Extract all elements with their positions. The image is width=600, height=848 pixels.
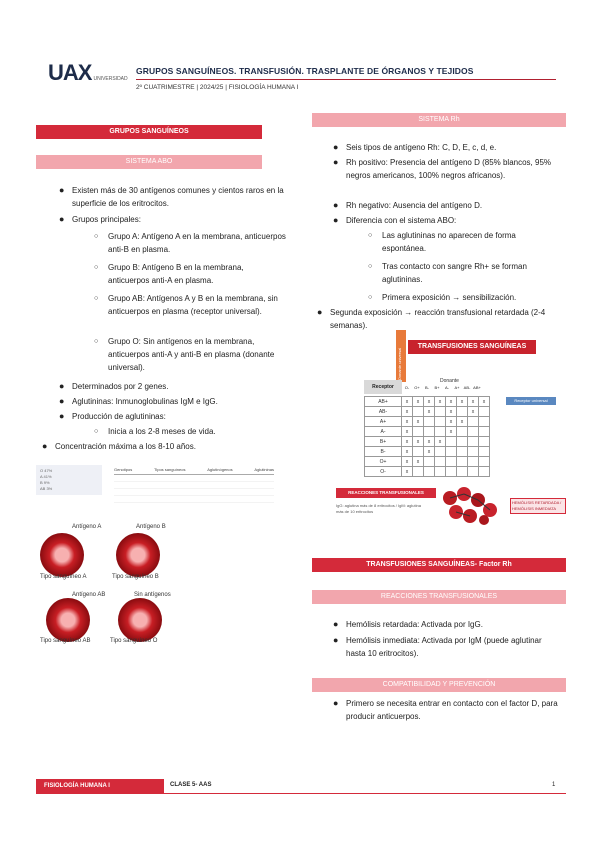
label-type-o: Tipo sanguíneo O <box>110 638 158 644</box>
label-antigen-a: Antígeno A <box>72 524 102 530</box>
hemolysis-tag: HEMÓLISIS RETARDADA / HEMÓLISIS INMEDIATA <box>510 498 566 514</box>
list-item: ● Segunda exposición → reacción transfusional retardada (2-4 semanas). <box>317 307 546 330</box>
list-item: ● Rh negativo: Ausencia del antígeno D. <box>333 200 483 210</box>
list-item: ● Diferencia con el sistema ABO: <box>333 215 457 225</box>
list-item: ● Primero se necesita entrar en contacto con el factor D, para producir anticuerpos. <box>333 698 558 721</box>
subsection-sistema-abo: SISTEMA ABO <box>36 155 262 169</box>
footer-class: CLASE 5- AAS <box>170 782 212 788</box>
label-type-a: Tipo sanguíneo A <box>40 574 87 580</box>
document-subtitle: 2º CUATRIMESTRE | 2024/25 | FISIOLOGÍA HUMANA I <box>136 84 299 91</box>
footer-divider <box>36 793 566 794</box>
red-cell-b <box>116 533 160 577</box>
list-item: ○ Grupo O: Sin antígenos en la membrana, anticuerpos anti-A y anti-B en plasma (donante universal). <box>94 337 275 372</box>
reactions-caption: IgG: aglutina más de 8 eritrocitos / IgM: aglutina más de 10 eritrocitos <box>336 503 421 514</box>
label-antigen-b: Antígeno B <box>136 524 166 530</box>
list-item: ○ Las aglutininas no aparecen de forma espontánea. <box>368 231 516 253</box>
red-cell-a <box>40 533 84 577</box>
page-number: 1 <box>552 782 556 788</box>
document-title: GRUPOS SANGUÍNEOS. TRANSFUSIÓN. TRASPLANTE DE ÓRGANOS Y TEJIDOS <box>136 66 474 76</box>
donor-label: Donante <box>440 378 459 384</box>
list-item: ● Hemólisis inmediata: Activada por IgM (puede aglutinar hasta 10 eritrocitos). <box>333 635 542 658</box>
red-cell-o <box>118 598 162 642</box>
agglutination-illustration <box>440 486 500 526</box>
reactions-tag: REACCIONES TRANSFUSIONALES <box>336 488 436 498</box>
list-item: ● Aglutininas: Inmunoglobulinas IgM e IgG. <box>59 396 218 406</box>
list-item: ● Grupos principales: <box>59 214 141 224</box>
list-item: ○ Grupo B: Antígeno B en la membrana, anticuerpos anti-A en plasma. <box>94 263 244 285</box>
list-item: ● Determinados por 2 genes. <box>59 381 169 391</box>
list-item: ● Existen más de 30 antígenos comunes y cientos raros en la superficie de los eritrocitos. <box>59 185 284 208</box>
abo-genotype-table: Genotipos Tipos sanguíneos Aglutinógenos Aglutininas <box>114 467 274 503</box>
label-no-antigen: Sin antígenos <box>134 592 171 598</box>
list-item: ○ Tras contacto con sangre Rh+ se forman aglutininas. <box>368 262 527 284</box>
list-item: ● Concentración máxima a los 8-10 años. <box>42 441 196 451</box>
list-item: ○ Primera exposición → sensibilización. <box>368 293 517 302</box>
universal-donor-tag: Donante universal <box>396 330 406 382</box>
list-item: ● Producción de aglutininas: <box>59 411 166 421</box>
label-type-b: Tipo sanguíneo B <box>112 574 159 580</box>
universal-receptor-tag: Receptor universal <box>506 397 556 405</box>
red-cell-ab <box>46 598 90 642</box>
compat-col-headers: O- O+ B- B+ A- A+ AB- AB+ <box>404 385 481 390</box>
list-item: ● Seis tipos de antígeno Rh: C, D, E, c, d, e. <box>333 142 497 152</box>
compat-table: AB+ x x x x x x x x AB- x x x x A+ x x x x A- x x B+ x x x x B- x x O+ x x O- x <box>364 396 490 477</box>
subsection-compatibilidad: COMPATIBILIDAD Y PREVENCIÓN <box>312 678 566 692</box>
list-item: ● Rh positivo: Presencia del antígeno D (85% blancos, 95% negros americanos, 100% negros africanos). <box>333 157 552 180</box>
footer-course: FISIOLOGÍA HUMANA I <box>36 779 164 793</box>
subsection-reacciones: REACCIONES TRANSFUSIONALES <box>312 590 566 604</box>
label-type-ab: Tipo sanguíneo AB <box>40 638 91 644</box>
section-grupos-sanguineos: GRUPOS SANGUÍNEOS <box>36 125 262 139</box>
uax-logo: UAX UNIVERSIDAD <box>48 60 128 85</box>
list-item: ○ Inicia a los 2-8 meses de vida. <box>94 427 216 436</box>
list-item: ○ Grupo A: Antígeno A en la membrana, anticuerpos anti-B en plasma. <box>94 232 286 254</box>
receptor-label: Receptor <box>364 380 402 394</box>
header-divider <box>136 79 556 80</box>
list-item: ● Hemólisis retardada: Activada por IgG. <box>333 619 483 629</box>
label-antigen-ab: Antígeno AB <box>72 592 106 598</box>
list-item: ○ Grupo AB: Antígenos A y B en la membrana, sin anticuerpos en plasma (receptor universal). <box>94 294 278 316</box>
section-transfusiones-rh: TRANSFUSIONES SANGUÍNEAS- Factor Rh <box>312 558 566 572</box>
transfusion-banner: TRANSFUSIONES SANGUÍNEAS <box>408 340 536 354</box>
subsection-sistema-rh: SISTEMA Rh <box>312 113 566 127</box>
abo-percent-table: O 47% A 41% B 9% AB 3% <box>36 465 102 495</box>
